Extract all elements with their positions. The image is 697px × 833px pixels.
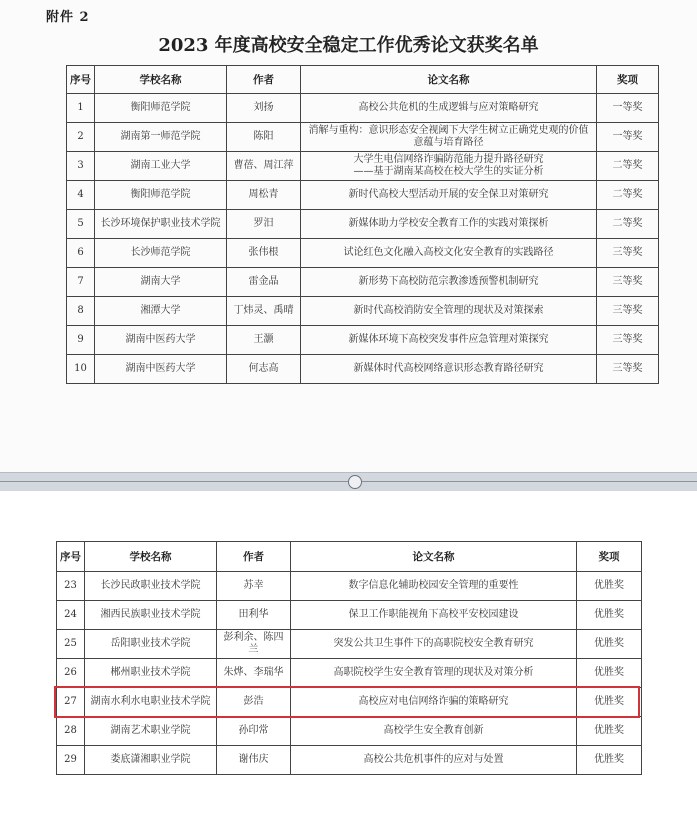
cell-no: 29 <box>57 746 85 775</box>
cell-paper: 新形势下高校防范宗教渗透预警机制研究 <box>301 268 597 297</box>
header-paper: 论文名称 <box>301 66 597 94</box>
cell-award: 优胜奖 <box>577 717 642 746</box>
table-row <box>57 572 642 601</box>
cell-school: 湖南第一师范学院 <box>95 123 227 152</box>
cell-award: 一等奖 <box>597 94 659 123</box>
cell-school: 湖南中医药大学 <box>95 355 227 384</box>
cell-school: 湘潭大学 <box>95 297 227 326</box>
attachment-label: 附件 2 <box>46 10 90 25</box>
cell-award: 优胜奖 <box>577 601 642 630</box>
cell-award: 二等奖 <box>597 152 659 181</box>
cell-no: 8 <box>67 297 95 326</box>
cell-paper: 新媒体环境下高校突发事件应急管理对策探究 <box>301 326 597 355</box>
table-row <box>67 181 659 210</box>
table-row <box>67 123 659 152</box>
cell-no: 1 <box>67 94 95 123</box>
cell-award: 二等奖 <box>597 210 659 239</box>
cell-paper: 高校公共危机事件的应对与处置 <box>291 746 577 775</box>
cell-no: 23 <box>57 572 85 601</box>
cell-award: 优胜奖 <box>577 630 642 659</box>
cell-author: 王灏 <box>227 326 301 355</box>
table-row <box>67 152 659 181</box>
cell-award: 一等奖 <box>597 123 659 152</box>
cell-no: 6 <box>67 239 95 268</box>
header-no: 序号 <box>67 66 95 94</box>
cell-award: 优胜奖 <box>577 659 642 688</box>
cell-paper: 新时代高校消防安全管理的现状及对策探索 <box>301 297 597 326</box>
cell-award: 三等奖 <box>597 239 659 268</box>
cell-award: 优胜奖 <box>577 688 642 717</box>
cell-author: 孙印常 <box>217 717 291 746</box>
cell-paper: 高校学生安全教育创新 <box>291 717 577 746</box>
table-row <box>67 297 659 326</box>
cell-school: 湖南工业大学 <box>95 152 227 181</box>
award-table-bottom <box>56 541 642 775</box>
cell-paper: 消解与重构：意识形态安全视阈下大学生树立正确党史观的价值意蕴与培育路径 <box>301 123 597 152</box>
award-table-top <box>66 65 659 384</box>
cell-author: 谢伟庆 <box>217 746 291 775</box>
cell-school: 湖南中医药大学 <box>95 326 227 355</box>
header-school: 学校名称 <box>85 542 217 572</box>
cell-author: 刘扬 <box>227 94 301 123</box>
cell-paper: 新时代高校大型活动开展的安全保卫对策研究 <box>301 181 597 210</box>
table-header-row <box>67 66 659 94</box>
table-row <box>67 268 659 297</box>
cell-award: 三等奖 <box>597 297 659 326</box>
cell-no: 9 <box>67 326 95 355</box>
header-paper: 论文名称 <box>291 542 577 572</box>
header-no: 序号 <box>57 542 85 572</box>
cell-school: 衡阳师范学院 <box>95 94 227 123</box>
cell-paper: 高校公共危机的生成逻辑与应对策略研究 <box>301 94 597 123</box>
cell-no: 24 <box>57 601 85 630</box>
cell-author: 丁炜灵、禹晴 <box>227 297 301 326</box>
cell-school: 湖南大学 <box>95 268 227 297</box>
cell-school: 郴州职业技术学院 <box>85 659 217 688</box>
cell-school: 娄底潇湘职业学院 <box>85 746 217 775</box>
cell-author: 苏幸 <box>217 572 291 601</box>
document-title: 2023 年度高校安全稳定工作优秀论文获奖名单 <box>158 35 539 56</box>
cell-paper: 大学生电信网络诈骗防范能力提升路径研究 ——基于湖南某高校在校大学生的实证分析 <box>301 152 597 181</box>
table-row <box>67 94 659 123</box>
table-row <box>67 326 659 355</box>
cell-paper: 数字信息化辅助校园安全管理的重要性 <box>291 572 577 601</box>
highlight-box-row-27 <box>54 686 640 718</box>
table-row <box>57 601 642 630</box>
cell-author: 曹蓓、周江萍 <box>227 152 301 181</box>
cell-award: 三等奖 <box>597 326 659 355</box>
header-award: 奖项 <box>597 66 659 94</box>
cell-author: 何志高 <box>227 355 301 384</box>
table-row <box>57 717 642 746</box>
cell-author: 张伟根 <box>227 239 301 268</box>
cell-school: 湖南艺术职业学院 <box>85 717 217 746</box>
table-row <box>67 239 659 268</box>
cell-award: 三等奖 <box>597 355 659 384</box>
page-break-handle-icon[interactable] <box>348 475 362 489</box>
cell-no: 10 <box>67 355 95 384</box>
cell-award: 优胜奖 <box>577 572 642 601</box>
cell-school: 长沙师范学院 <box>95 239 227 268</box>
table-row <box>57 659 642 688</box>
cell-no: 27 <box>57 688 85 717</box>
table-row <box>57 746 642 775</box>
cell-author: 田利华 <box>217 601 291 630</box>
cell-no: 2 <box>67 123 95 152</box>
cell-no: 25 <box>57 630 85 659</box>
cell-no: 3 <box>67 152 95 181</box>
cell-paper: 高校应对电信网络诈骗的策略研究 <box>291 688 577 717</box>
cell-school: 湖南水利水电职业技术学院 <box>85 688 217 717</box>
cell-paper: 突发公共卫生事件下的高职院校安全教育研究 <box>291 630 577 659</box>
cell-school: 长沙环境保护职业技术学院 <box>95 210 227 239</box>
table-row <box>67 210 659 239</box>
header-school: 学校名称 <box>95 66 227 94</box>
cell-paper: 保卫工作职能视角下高校平安校园建设 <box>291 601 577 630</box>
table-row <box>67 355 659 384</box>
header-award: 奖项 <box>577 542 642 572</box>
page-separator <box>0 472 697 492</box>
header-author: 作者 <box>217 542 291 572</box>
cell-author: 彭浩 <box>217 688 291 717</box>
cell-award: 优胜奖 <box>577 746 642 775</box>
cell-author: 周松青 <box>227 181 301 210</box>
cell-no: 28 <box>57 717 85 746</box>
cell-award: 三等奖 <box>597 268 659 297</box>
cell-no: 5 <box>67 210 95 239</box>
cell-school: 岳阳职业技术学院 <box>85 630 217 659</box>
cell-author: 雷金晶 <box>227 268 301 297</box>
cell-author: 陈阳 <box>227 123 301 152</box>
cell-no: 7 <box>67 268 95 297</box>
table-header-row <box>57 542 642 572</box>
cell-paper: 试论红色文化融入高校文化安全教育的实践路径 <box>301 239 597 268</box>
cell-school: 衡阳师范学院 <box>95 181 227 210</box>
header-author: 作者 <box>227 66 301 94</box>
cell-author: 朱烨、李瑞华 <box>217 659 291 688</box>
cell-paper: 新媒体助力学校安全教育工作的实践对策探析 <box>301 210 597 239</box>
cell-no: 4 <box>67 181 95 210</box>
cell-author: 罗汨 <box>227 210 301 239</box>
cell-author: 彭利余、陈四兰 <box>217 630 291 659</box>
cell-award: 二等奖 <box>597 181 659 210</box>
cell-school: 湘西民族职业技术学院 <box>85 601 217 630</box>
cell-paper: 新媒体时代高校网络意识形态教育路径研究 <box>301 355 597 384</box>
cell-paper: 高职院校学生安全教育管理的现状及对策分析 <box>291 659 577 688</box>
table-row <box>57 630 642 659</box>
cell-school: 长沙民政职业技术学院 <box>85 572 217 601</box>
cell-no: 26 <box>57 659 85 688</box>
